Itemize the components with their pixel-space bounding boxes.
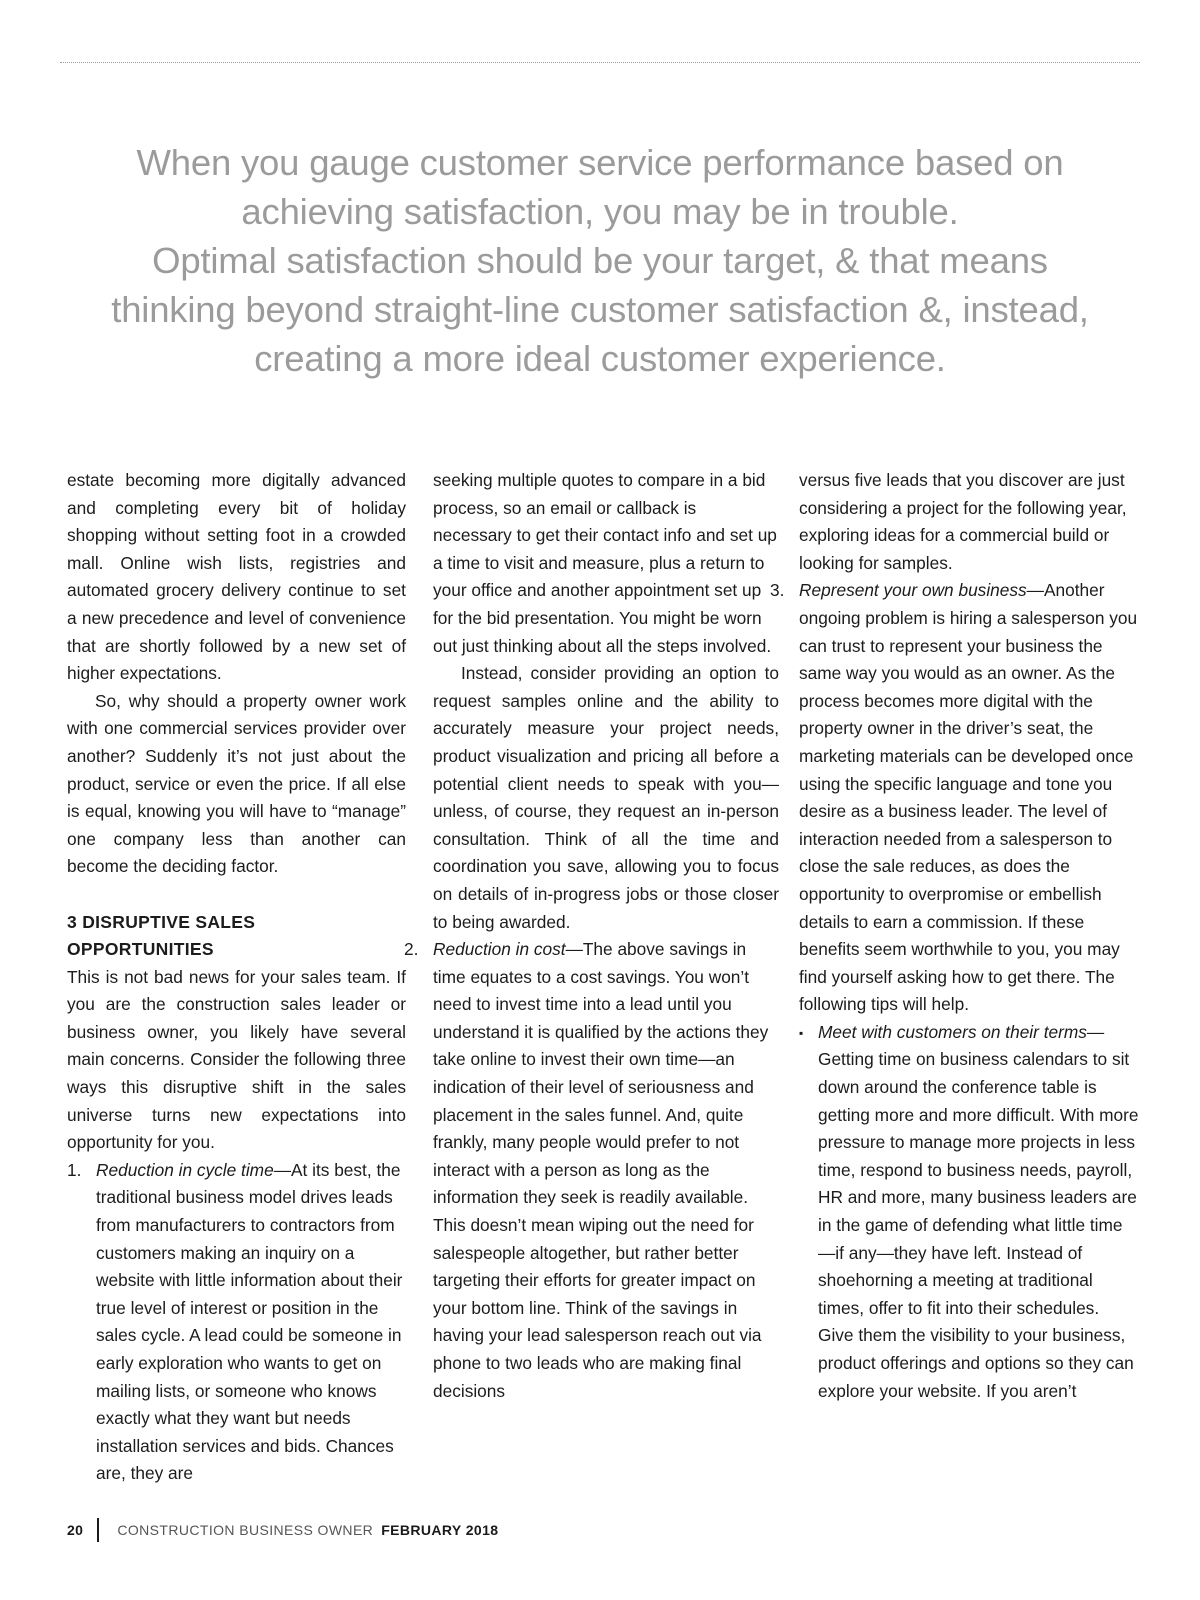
list-item-text: —Another ongoing problem is hiring a salesperson you can trust to represent your business the same way you would as an owner. As the process becomes more digital with the property owner in the driver’s seat, the marketing materials can be developed once using the specific language and tone you desire as a business leader. The level of interaction needed from a salesperson to close the sale reduces, as does the opportunity to overpromise or embellish details to earn a commission. If these benefits seem worthwhile to you, you may find yourself asking how to get there. The following tips will help. (799, 580, 1138, 1015)
list-marker: 2. (404, 939, 419, 960)
issue-date: FEBRUARY 2018 (381, 1522, 499, 1538)
top-divider (60, 62, 1140, 63)
section-heading-line: 3 DISRUPTIVE SALES (67, 911, 256, 932)
paragraph: This is not bad news for your sales team. If you are the construction sales leader or business owner, you likely have several main concerns. Consider the following three ways this disruptive shift in the sales universe turns new expectations into opportunity for you. (67, 966, 406, 1153)
list-item-title: Reduction in cycle time (96, 1159, 274, 1180)
column-1 (67, 467, 406, 1488)
list-item-3 (770, 577, 1139, 1019)
paragraph: seeking multiple quotes to compare in a bid process, so an email or callback is necessary to get their contact info and set up a time to visit and measure, plus a return to your office and another appointment set up for the bid presentation. You might be worn out just thinking about all the steps involved. (433, 470, 777, 656)
bullet-marker: ▪ (799, 1025, 804, 1040)
list-marker: 1. (67, 1159, 82, 1180)
pull-quote-line: Optimal satisfaction should be your target, & that means (152, 240, 1048, 281)
bullet-item-text: —Getting time on business calendars to sit down around the conference table is getting more and more difficult. With more pressure to manage more projects in less time, respond to business needs, payroll, HR and more, many business leaders are in the game of defending what little time—if any—they have left. Instead of shoehorning a meeting at traditional times, offer to fit into their schedules. Give them the visibility to your business, product offerings and options so they can explore your website. If you aren’t (818, 1021, 1139, 1401)
paragraph: versus five leads that you discover are just considering a project for the following year, exploring ideas for a commercial build or looking for samples. (799, 470, 1127, 573)
list-item-2 (404, 936, 779, 1405)
pull-quote-line: When you gauge customer service performance based on (136, 142, 1064, 183)
footer-divider (97, 1518, 99, 1542)
column-2 (404, 467, 779, 1405)
section-heading-line: OPPORTUNITIES (67, 939, 214, 960)
list-item-text: —At its best, the traditional business model drives leads from manufacturers to contractors from customers making an inquiry on a website with little information about their true level of interest or position in the sales cycle. A lead could be someone in early exploration who wants to get on mailing lists, or someone who knows exactly what they want but needs installation services and bids. Chances are, they are (96, 1159, 403, 1484)
pull-quote-line: achieving satisfaction, you may be in trouble. (241, 191, 959, 232)
bullet-item (799, 1019, 1139, 1405)
pull-quote-line: thinking beyond straight-line customer satisfaction &, instead, (111, 289, 1089, 330)
paragraph: estate becoming more digitally advanced and completing every bit of holiday shopping without setting foot in a crowded mall. Online wish lists, registries and automated grocery delivery continue to set a new precedence and level of convenience that are shortly followed by a new set of higher expectations. (67, 470, 406, 684)
list-marker: 3. (770, 580, 785, 601)
publication-name: CONSTRUCTION BUSINESS OWNER (117, 1522, 374, 1538)
section-heading (67, 909, 406, 964)
page-footer (67, 1518, 498, 1542)
page-number: 20 (67, 1522, 84, 1538)
pull-quote (80, 138, 1120, 383)
list-item-1 (67, 1157, 406, 1488)
bullet-item-title: Meet with customers on their terms (818, 1021, 1087, 1042)
list-item-title: Reduction in cost (433, 939, 566, 960)
paragraph: So, why should a property owner work with one commercial services provider over another? Suddenly it’s not just about the product, service or even the price. If all else is equal, knowing you will have to “manage” one company less than another can become the deciding factor. (67, 690, 406, 877)
paragraph: Instead, consider providing an option to request samples online and the ability to accurately measure your project needs, product visualization and pricing all before a potential client needs to speak with you—unless, of course, they request an in-person consultation. Think of all the time and coordination you save, allowing you to focus on details of in-progress jobs or those closer to being awarded. (433, 663, 779, 932)
list-item-text: —The above savings in time equates to a cost savings. You won’t need to invest time into a lead until you understand it is qualified by the actions they take online to invest their own time—an indication of their level of seriousness and placement in the sales funnel. And, quite frankly, many people would prefer to not interact with a person as long as the information they seek is readily available. This doesn’t mean wiping out the need for salespeople altogether, but rather better targeting their efforts for greater impact on your bottom line. Think of the savings in having your lead salesperson reach out via phone to two leads who are making final decisions (433, 939, 769, 1401)
list-item-title: Represent your own business (799, 580, 1027, 601)
column-3 (770, 467, 1139, 1405)
pull-quote-line: creating a more ideal customer experience. (254, 338, 946, 379)
